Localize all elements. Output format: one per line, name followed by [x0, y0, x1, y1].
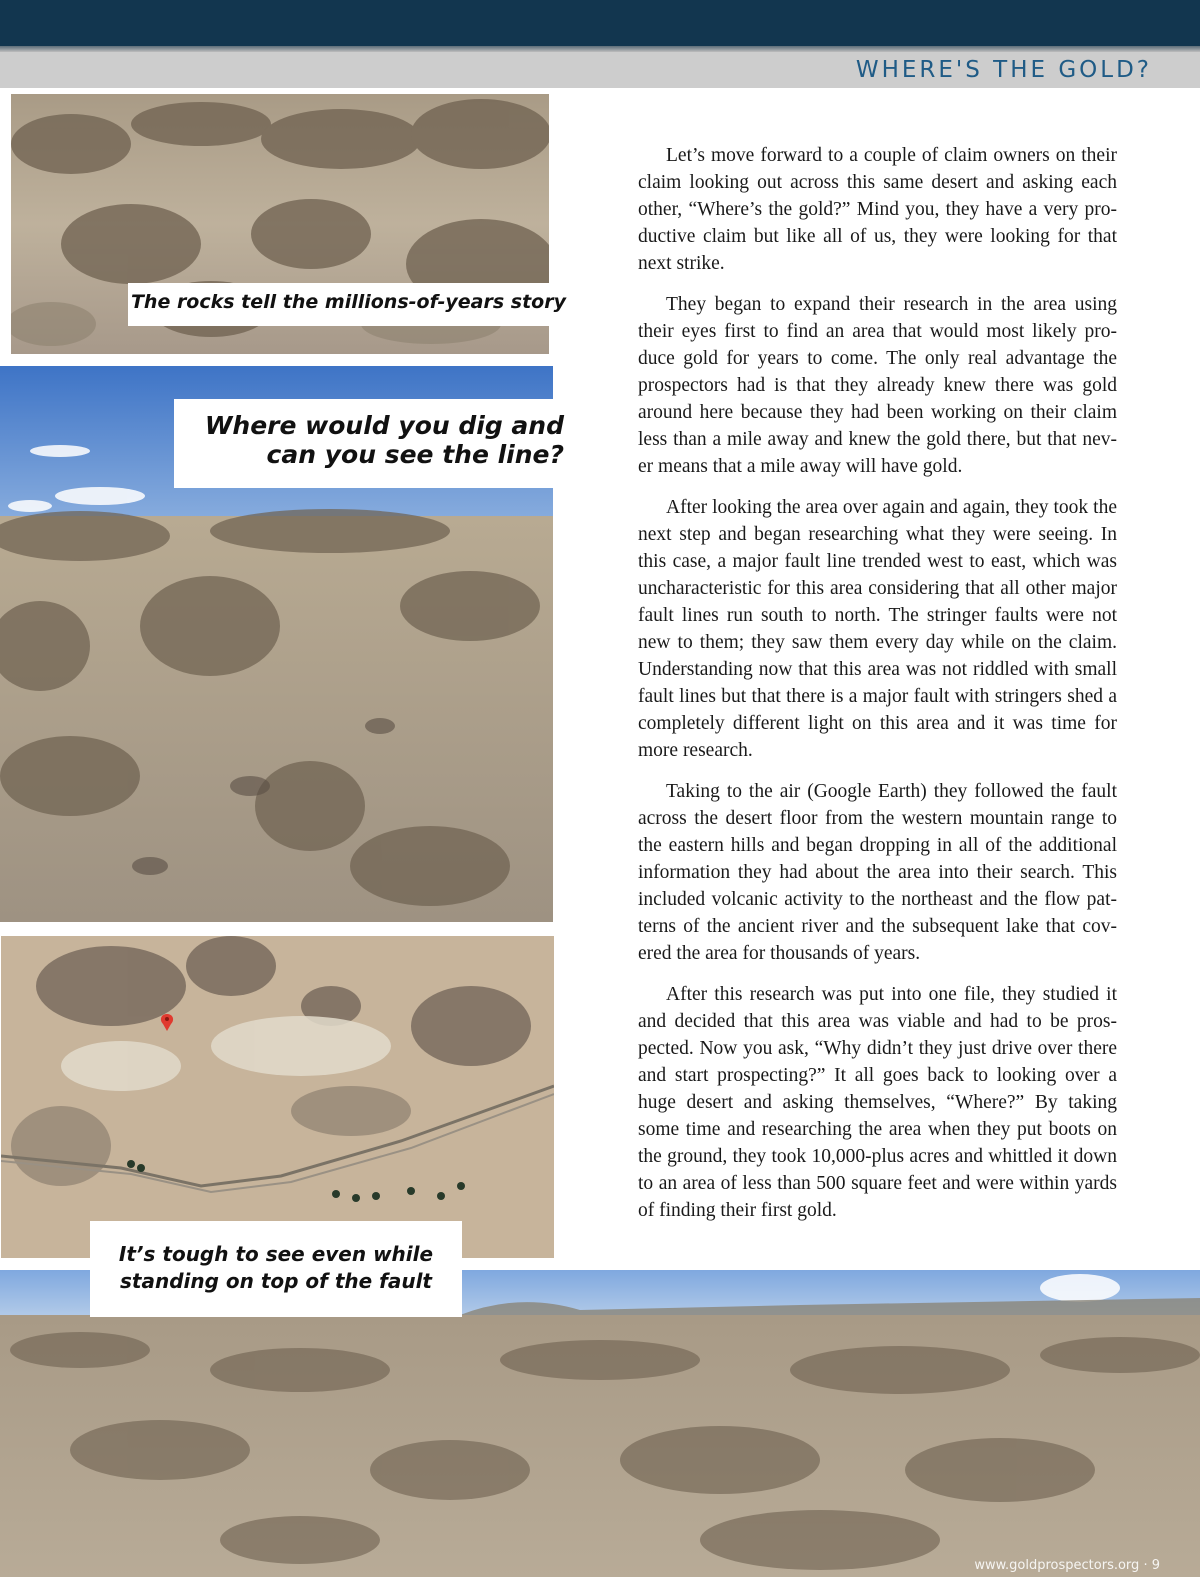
section-title: WHERE'S THE GOLD?: [855, 57, 1152, 83]
satellite-map-photo: [1, 936, 554, 1258]
caption-fault: It’s tough to see even while standing on top of the fault: [90, 1221, 462, 1317]
article-body: [638, 142, 1117, 1238]
article-paragraph: After looking the area over again and again, they took the next step and began researching what they were seeing. In this case, a major fault line trended west to east, which was uncharacteristic for this area considering that all other major fault lines run south to north. The stringer faults were not new to them; they saw them every day while on the claim. Understanding now that this area was not riddled with small fault lines but that there is a major fault with stringers shed a completely different light on this area and it was time for more research.: [638, 497, 1117, 761]
article-paragraph: After this research was put into one file, they studied it and decided that this area was viable and had to be pros-pected. Now you ask, “Why didn’t they just drive over there and start prospecting?” It all goes back to looking over a huge desert and asking themselves, “Where?” By taking some time and researching the area when they put boots on the ground, they took 10,000-plus acres and whittled it down to an area of less than 500 square feet and were within yards of finding their first gold.: [638, 984, 1117, 1221]
footer-url: www.goldprospectors.org: [974, 1558, 1140, 1573]
article-paragraph: They began to expand their research in the area using their eyes first to find an area that would most likely pro-duce gold for years to come. The only real advantage the prospectors had is that they already knew there was gold around here because they had been working on their claim less than a mile away and knew the gold there, but that nev-er means that a mile away will have gold.: [638, 294, 1117, 477]
footer-separator: ·: [1143, 1558, 1148, 1573]
page-number: 9: [1151, 1558, 1160, 1573]
caption-rocks: The rocks tell the millions-of-years story: [128, 283, 574, 326]
article-paragraph: Taking to the air (Google Earth) they followed the fault across the desert floor from the western mountain range to the eastern hills and began dropping in all of the additional information they had about the area into their search. This included volcanic activity to the northeast and the flow pat-terns of the ancient river and the subsequent lake that cov-ered the area for thousands of years.: [638, 781, 1117, 964]
top-banner: [0, 0, 1200, 46]
caption-dig: Where would you dig and can you see the line?: [174, 399, 574, 488]
article-paragraph: Let’s move forward to a couple of claim owners on their claim looking out across this same desert and asking each other, “Where’s the gold?” Mind you, they have a very pro-ductive claim but like all of us, they were looking for that next strike.: [638, 145, 1117, 274]
page-footer: [974, 1558, 1160, 1573]
